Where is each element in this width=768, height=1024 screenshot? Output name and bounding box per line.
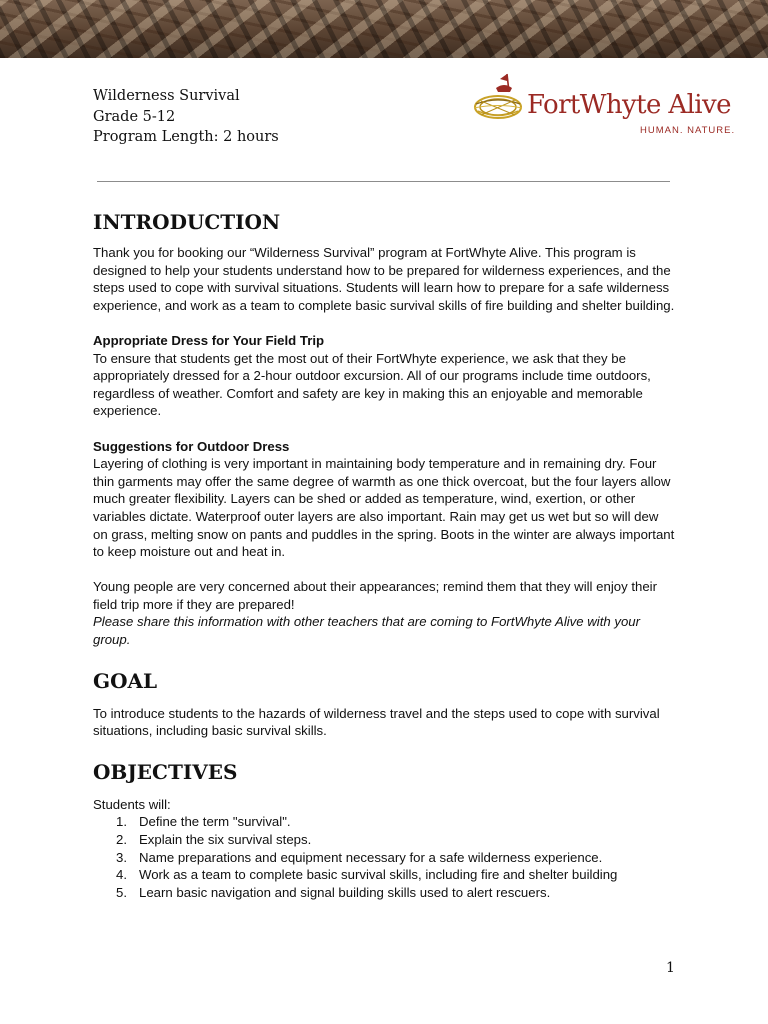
list-number: 4. (116, 867, 127, 883)
list-item-text: Define the term "survival". (139, 814, 291, 830)
program-length: Program Length: 2 hours (93, 129, 279, 145)
header-banner-image (0, 0, 768, 58)
list-item (93, 866, 675, 884)
list-number: 1. (116, 814, 127, 830)
list-number: 5. (116, 884, 127, 900)
young-people-text: Young people are very concerned about their appearances; remind them that they will enjoy their field trip more if they are prepared! (93, 579, 657, 612)
dress-text: To ensure that students get the most out of their FortWhyte experience, we ask that they be appropriately dressed for a 2-hour outdoor excursion. All of our programs include time outdoors, regardless of weather. Comfort and safety are key in making this an enjoyable and memorable experience. (93, 350, 651, 419)
objectives-heading: OBJECTIVES (93, 759, 238, 784)
list-number: 2. (116, 832, 127, 848)
page-number: 1 (666, 960, 675, 976)
list-item-text: Work as a team to complete basic survival skills, including fire and shelter building (139, 867, 618, 883)
list-item (93, 813, 675, 831)
program-title: Wilderness Survival (93, 88, 240, 104)
objectives-intro: Students will: (93, 796, 171, 812)
list-item (93, 884, 675, 902)
dress-subheading: Appropriate Dress for Your Field Trip (93, 332, 325, 348)
list-item-text: Name preparations and equipment necessary for a safe wilderness experience. (139, 849, 603, 865)
objectives-list (93, 813, 675, 901)
outdoor-dress-subheading: Suggestions for Outdoor Dress (93, 438, 290, 454)
logo-tagline: HUMAN. NATURE. (640, 125, 736, 136)
logo-wordmark: FortWhyte Alive (527, 90, 731, 120)
outdoor-dress-text: Layering of clothing is very important in maintaining body temperature and in remaining dry. Four thin garments may offer the same degree of warmth as one thick overcoat, but the four layers allow much greater flexibility. Layers can be shed or added as temperature, wind, exertion, or other variables dictate. Waterproof outer layers are also important. Rain may get us wet but so will dew on grass, melting snow on pants and puddles in the spring. Boots in the winter are always important to keep moisture out and heat in. (93, 456, 675, 560)
list-item (93, 849, 675, 867)
fortwhyte-logo (472, 70, 736, 140)
program-info (93, 86, 279, 148)
list-item-text: Learn basic navigation and signal building skills used to alert rescuers. (139, 884, 551, 900)
goal-text: To introduce students to the hazards of wilderness travel and the steps used to cope with survival situations, including basic survival skills. (93, 705, 660, 739)
goal-heading: GOAL (93, 668, 158, 693)
header-divider (97, 181, 670, 182)
introduction-text: Thank you for booking our “Wilderness Survival” program at FortWhyte Alive. This program is designed to help your students understand how to be prepared for wilderness experiences, and the steps used to cope with survival situations. Students will learn how to prepare for a safe wilderness experience, and work as a team to complete basic survival skills of fire building and shelter building. (93, 245, 675, 313)
list-item-text: Explain the six survival steps. (139, 832, 312, 848)
program-grade: Grade 5-12 (93, 108, 176, 125)
share-note: Please share this information with other teachers that are coming to FortWhyte Alive with your group. (93, 614, 641, 648)
list-number: 3. (116, 849, 127, 865)
introduction-heading: INTRODUCTION (93, 210, 281, 234)
nest-icon (472, 70, 532, 130)
list-item (93, 831, 675, 849)
document-body (93, 208, 675, 901)
